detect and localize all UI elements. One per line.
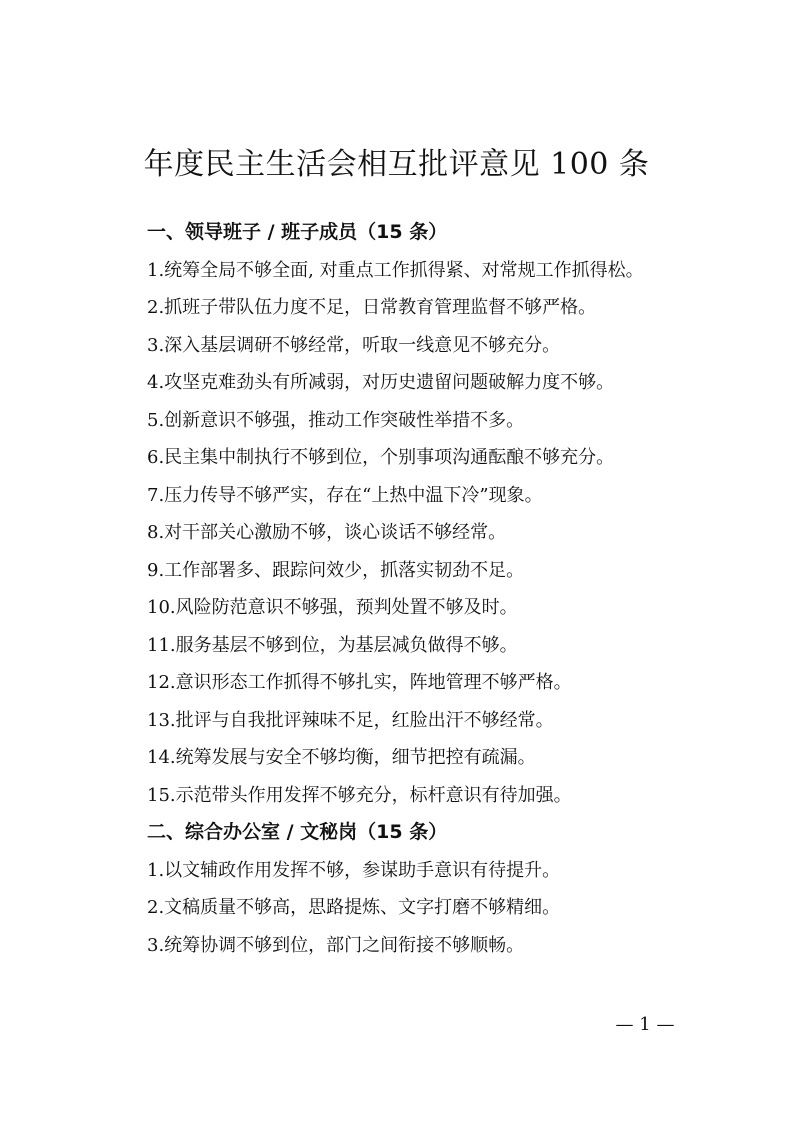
list-item: 11.服务基层不够到位，为基层减负做得不够。 xyxy=(147,634,518,656)
list-item: 8.对干部关心激励不够，谈心谈话不够经常。 xyxy=(147,522,507,543)
list-item: 5.创新意识不够强，推动工作突破性举措不多。 xyxy=(147,409,525,431)
document-body xyxy=(147,214,717,964)
list-item: 2.文稿质量不够高，思路提炼、文字打磨不够精细。 xyxy=(147,897,561,918)
list-item: 4.攻坚克难劲头有所减弱，对历史遗留问题破解力度不够。 xyxy=(147,372,615,393)
list-item: 1.以文辅政作用发挥不够，参谋助手意识有待提升。 xyxy=(147,859,561,881)
list-item: 12.意识形态工作抓得不够扎实，阵地管理不够严格。 xyxy=(147,672,572,693)
list-item: 3.深入基层调研不够经常，听取一线意见不够充分。 xyxy=(147,334,561,356)
list-item: 13.批评与自我批评辣味不足，红脸出汗不够经常。 xyxy=(147,709,554,731)
list-item: 9.工作部署多、跟踪问效少，抓落实韧劲不足。 xyxy=(147,559,525,581)
list-item: 7.压力传导不够严实，存在“上热中温下冷”现象。 xyxy=(147,484,543,506)
section-heading: 二、综合办公室 / 文秘岗（15 条） xyxy=(147,821,448,843)
section-heading: 一、领导班子 / 班子成员（15 条） xyxy=(147,221,448,243)
list-item: 6.民主集中制执行不够到位，个别事项沟通酝酿不够充分。 xyxy=(147,447,615,468)
list-item: 15.示范带头作用发挥不够充分，标杆意识有待加强。 xyxy=(147,784,572,806)
list-item: 3.统筹协调不够到位，部门之间衔接不够顺畅。 xyxy=(147,934,525,956)
list-item: 10.风险防范意识不够强，预判处置不够及时。 xyxy=(147,597,518,618)
document-title: 年度民主生活会相互批评意见 100 条 xyxy=(143,147,650,182)
page-number: — 1 — xyxy=(615,1014,675,1035)
list-item: 14.统筹发展与安全不够均衡，细节把控有疏漏。 xyxy=(147,747,536,768)
list-item: 2.抓班子带队伍力度不足，日常教育管理监督不够严格。 xyxy=(147,297,597,318)
list-item: 1.统筹全局不够全面, 对重点工作抓得紧、对常规工作抓得松。 xyxy=(147,259,644,281)
